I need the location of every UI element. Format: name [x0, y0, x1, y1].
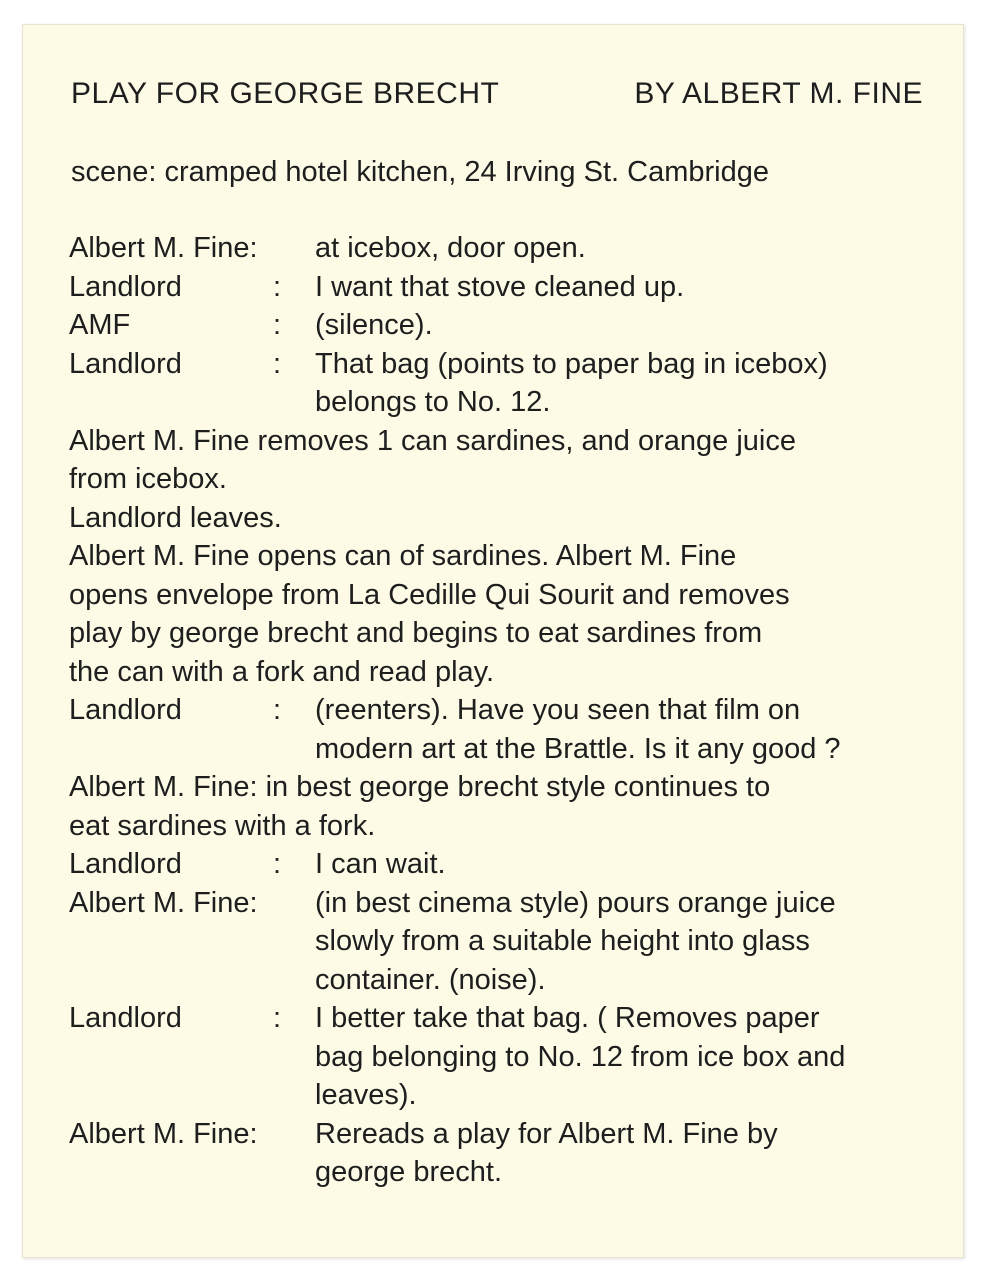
direction-line: the can with a fork and read play.: [69, 655, 495, 688]
script-line: [69, 999, 939, 1115]
script-body: [69, 229, 939, 1192]
title-row: [71, 75, 923, 114]
stage-direction: [69, 537, 939, 691]
speaker: Landlord: [69, 694, 182, 726]
script-line: [69, 691, 939, 768]
direction-line: eat sardines with a fork.: [69, 809, 376, 842]
speech: at icebox, door open.: [315, 232, 586, 264]
speech-line: bag belonging to No. 12 from ice box and: [315, 1040, 846, 1073]
speaker: Landlord: [69, 347, 182, 380]
colon: :: [273, 694, 282, 726]
speaker: Albert M. Fine:: [69, 886, 258, 919]
direction-line: play by george brecht and begins to eat sardines from: [69, 617, 763, 649]
colon: :: [273, 1002, 282, 1034]
script-line: [69, 268, 939, 307]
stage-direction: Landlord leaves.: [69, 501, 282, 534]
speech: I can wait.: [315, 848, 446, 880]
speech: [315, 884, 939, 1000]
direction-line: from icebox.: [69, 463, 227, 495]
speech-line: belongs to No. 12.: [315, 386, 551, 418]
script-line: [69, 884, 939, 1000]
speech: I want that stove cleaned up.: [315, 270, 685, 303]
speaker: Albert M. Fine:: [69, 1117, 258, 1150]
speaker: Albert M. Fine:: [69, 232, 258, 264]
author-byline: BY ALBERT M. FINE: [634, 77, 923, 110]
speaker: Landlord: [69, 848, 182, 880]
speech-line: slowly from a suitable height into glass: [315, 925, 810, 957]
direction-line: Albert M. Fine removes 1 can sardines, and orange juice: [69, 424, 796, 457]
speaker: AMF: [69, 309, 131, 341]
colon: :: [273, 848, 282, 880]
speech: [315, 691, 939, 768]
stage-direction: [69, 422, 939, 499]
speech-line: I better take that bag. ( Removes paper: [315, 1002, 820, 1034]
colon: :: [273, 347, 282, 380]
speech-line: george brecht.: [315, 1156, 503, 1188]
speech-line: (reenters). Have you seen that film on: [315, 694, 801, 726]
script-card: [22, 24, 964, 1258]
speech: (silence).: [315, 309, 433, 341]
speech: [315, 999, 939, 1115]
speech-line: leaves).: [315, 1079, 417, 1111]
speech-line: Rereads a play for Albert M. Fine by: [315, 1117, 778, 1150]
script-line: [69, 845, 939, 884]
script-line: [69, 1115, 939, 1192]
script-line: [69, 306, 939, 345]
direction-line: Albert M. Fine: in best george brecht style continues to: [69, 771, 771, 803]
speech-line: modern art at the Brattle. Is it any good ?: [315, 732, 841, 765]
speech-line: (in best cinema style) pours orange juice: [315, 886, 836, 919]
play-title: PLAY FOR GEORGE BRECHT: [71, 77, 500, 110]
scene-description: scene: cramped hotel kitchen, 24 Irving St. Cambridge: [71, 156, 769, 188]
script-line: [69, 229, 939, 268]
speech-line: container. (noise).: [315, 963, 546, 996]
direction-line: Albert M. Fine opens can of sardines. Albert M. Fine: [69, 540, 737, 572]
speech: [315, 345, 939, 422]
direction-line: opens envelope from La Cedille Qui Sourit and removes: [69, 578, 790, 611]
speech-line: That bag (points to paper bag in icebox): [315, 347, 828, 380]
stage-direction: [69, 768, 939, 845]
script-line: [69, 345, 939, 422]
colon: :: [273, 270, 282, 303]
colon: :: [273, 309, 282, 341]
speaker: Landlord: [69, 1002, 182, 1034]
speech: [315, 1115, 939, 1192]
speaker: Landlord: [69, 270, 182, 303]
